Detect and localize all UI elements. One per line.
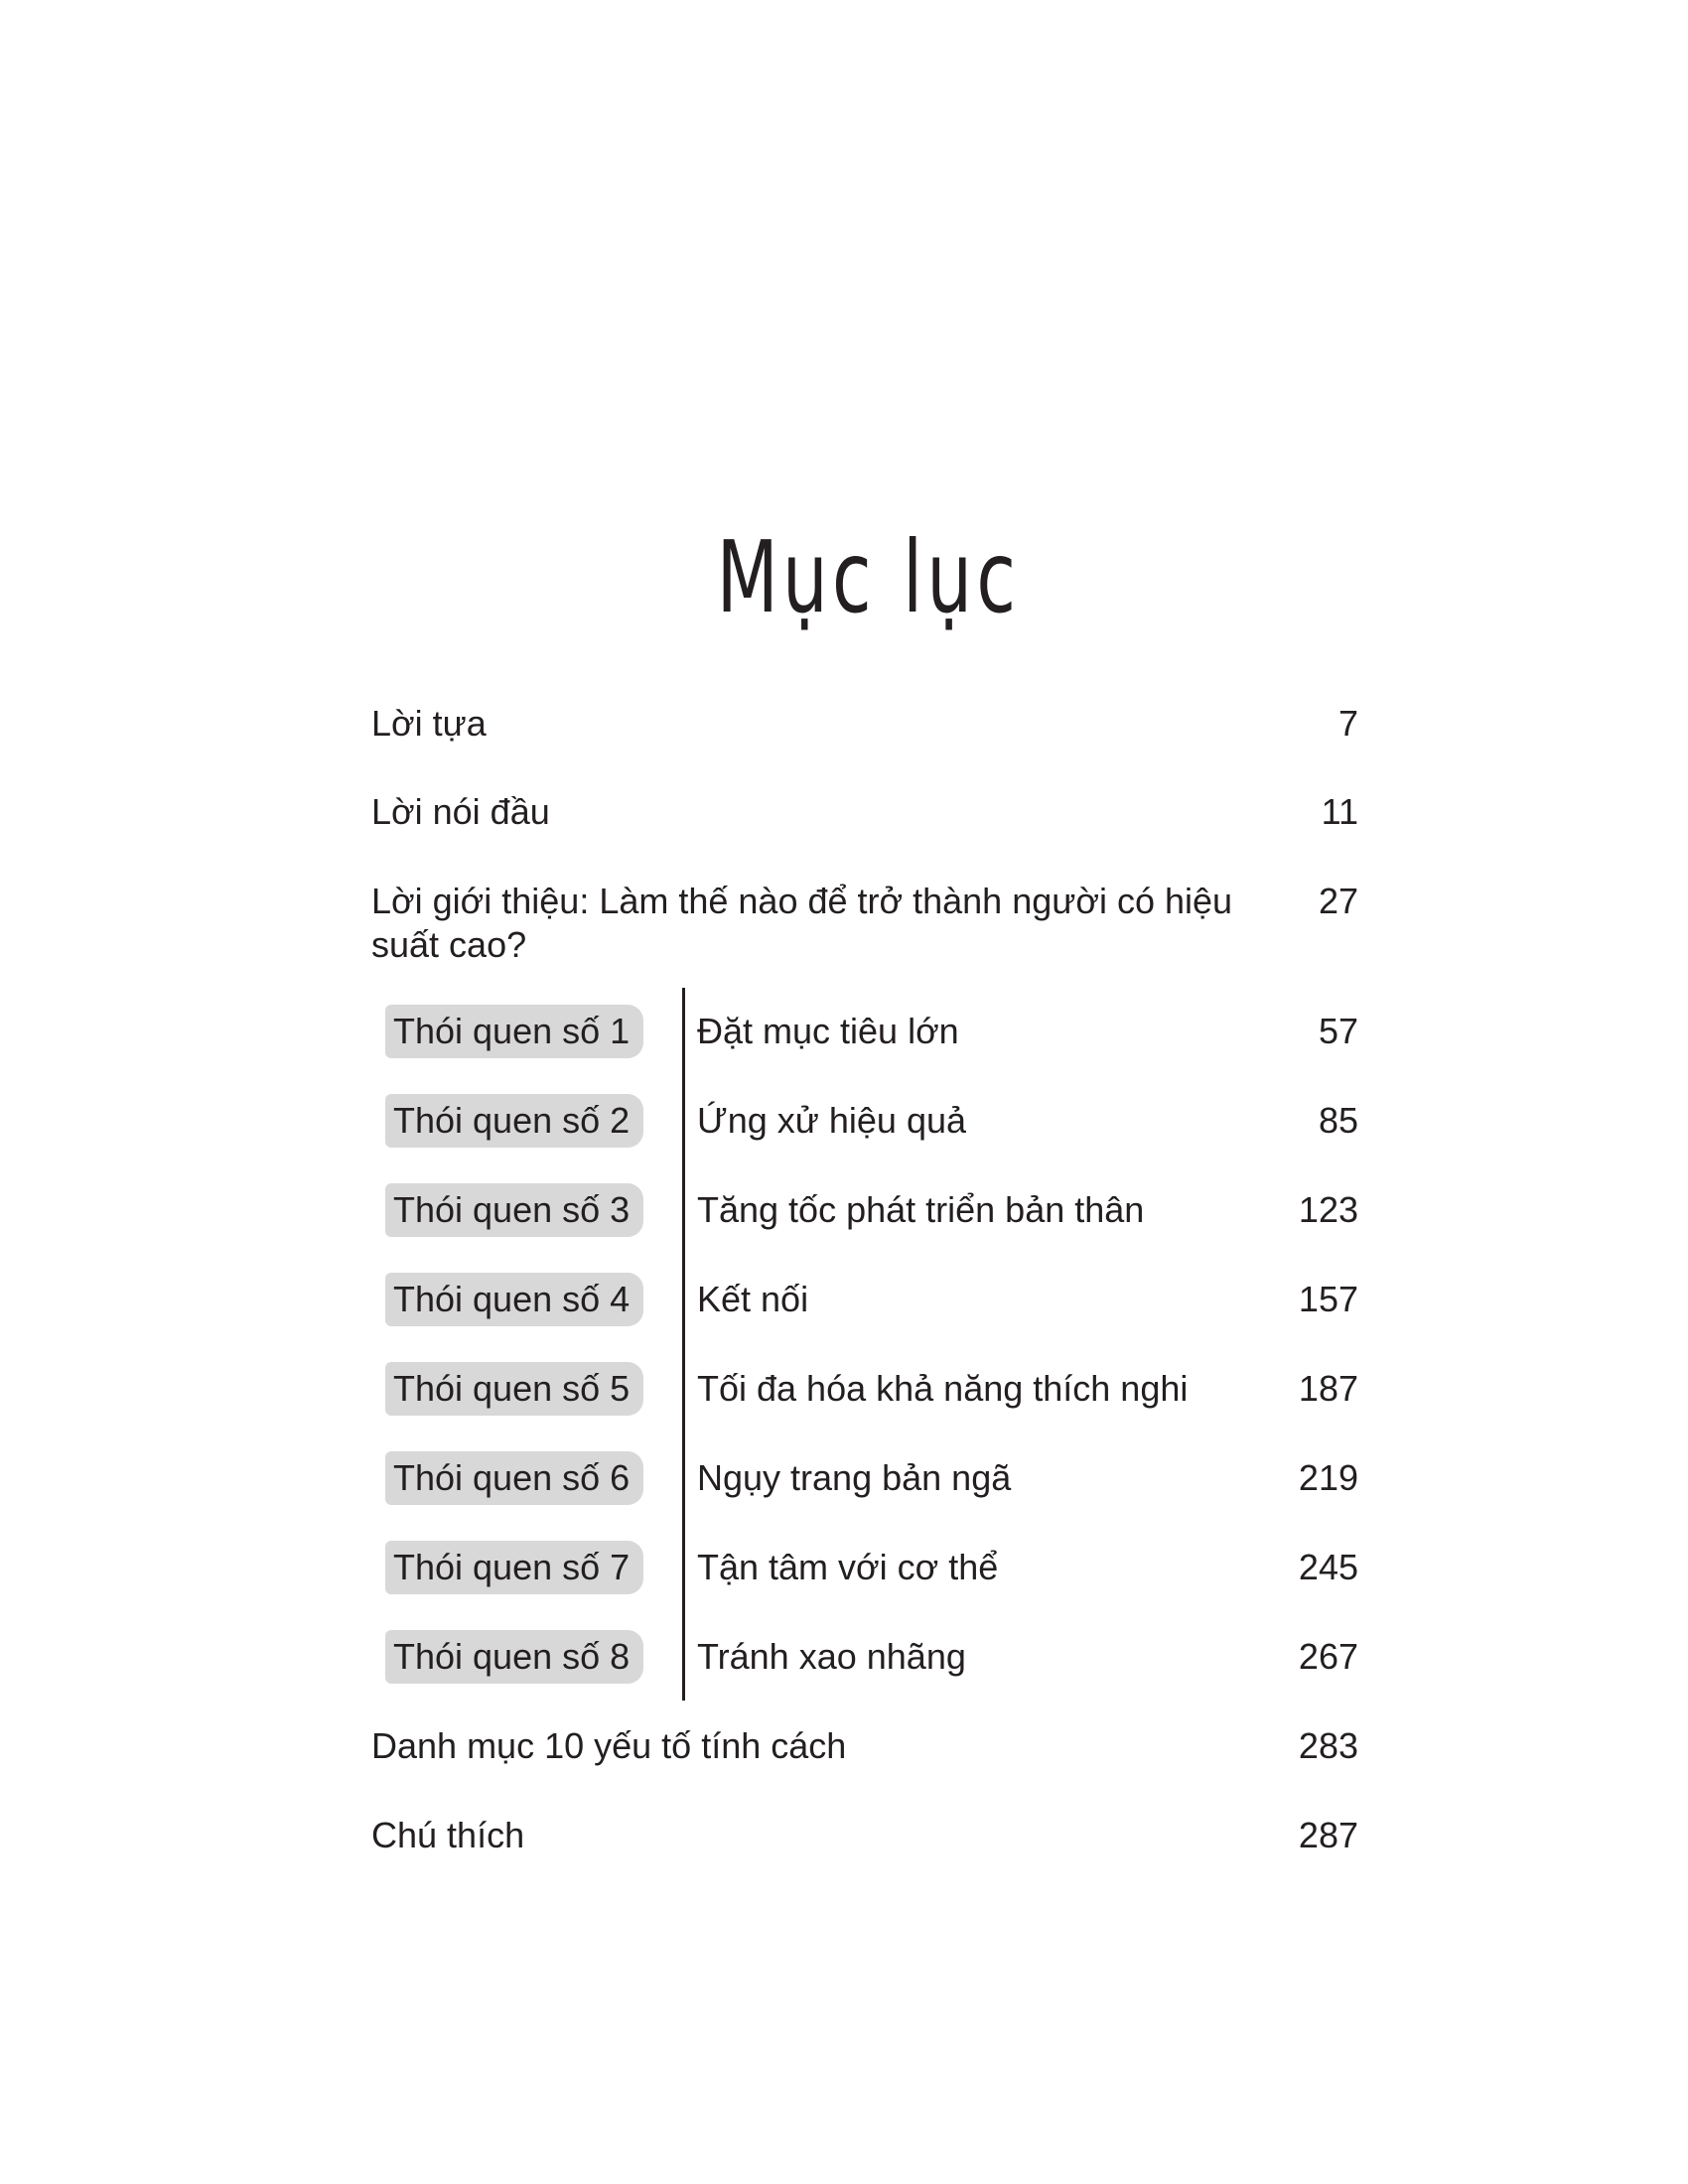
toc-habit-8[interactable] xyxy=(371,1630,1358,1686)
toc-entry-page: 287 xyxy=(1298,1815,1358,1855)
habit-tag: Thói quen số 3 xyxy=(385,1183,643,1237)
toc-habit-4[interactable] xyxy=(371,1273,1358,1328)
toc-habit-5[interactable] xyxy=(371,1362,1358,1418)
habit-tag: Thói quen số 4 xyxy=(385,1273,643,1326)
habit-title: Ứng xử hiệu quả xyxy=(697,1100,967,1141)
habit-page: 85 xyxy=(1318,1100,1358,1141)
habit-page: 57 xyxy=(1318,1011,1358,1051)
toc-habit-6[interactable] xyxy=(371,1451,1358,1507)
toc-entry-label: Chú thích xyxy=(371,1815,525,1855)
toc-entry-label: Lời giới thiệu: Làm thế nào để trở thành người có hiệu suất cao? xyxy=(371,881,1233,965)
habit-tag: Thói quen số 2 xyxy=(385,1094,643,1148)
habit-tag: Thói quen số 7 xyxy=(385,1541,643,1594)
habit-title: Tăng tốc phát triển bản thân xyxy=(697,1189,1145,1230)
toc-entry-label: Lời nói đầu xyxy=(371,791,550,832)
habit-title: Kết nối xyxy=(697,1279,809,1319)
toc-entry-label: Lời tựa xyxy=(371,703,487,744)
habit-title: Tránh xao nhãng xyxy=(697,1636,966,1677)
habit-title: Tối đa hóa khả năng thích nghi xyxy=(697,1368,1189,1409)
habit-tag: Thói quen số 6 xyxy=(385,1451,643,1505)
toc-entry-label: Danh mục 10 yếu tố tính cách xyxy=(371,1725,847,1766)
habit-title: Tận tâm với cơ thể xyxy=(697,1547,999,1587)
habit-page: 267 xyxy=(1298,1636,1358,1677)
habit-title: Đặt mục tiêu lớn xyxy=(697,1011,959,1051)
page-title: Mục lục xyxy=(716,519,1021,635)
habit-tag: Thói quen số 8 xyxy=(385,1630,643,1684)
toc-habit-7[interactable] xyxy=(371,1541,1358,1596)
toc-habit-1[interactable] xyxy=(371,1005,1358,1060)
habit-page: 219 xyxy=(1298,1457,1358,1498)
habit-title: Ngụy trang bản ngã xyxy=(697,1457,1012,1498)
habit-page: 187 xyxy=(1298,1368,1358,1409)
toc-entry-page: 11 xyxy=(1321,791,1358,832)
toc-habit-2[interactable] xyxy=(371,1094,1358,1150)
habit-tag: Thói quen số 5 xyxy=(385,1362,643,1416)
toc-entry-page: 283 xyxy=(1298,1725,1358,1766)
toc-habit-3[interactable] xyxy=(371,1183,1358,1239)
habit-tag: Thói quen số 1 xyxy=(385,1005,643,1058)
habit-page: 157 xyxy=(1298,1279,1358,1319)
toc-entry-page: 27 xyxy=(1318,881,1358,921)
toc-entry-page: 7 xyxy=(1337,703,1358,744)
habit-page: 123 xyxy=(1298,1189,1358,1230)
habit-page: 245 xyxy=(1298,1547,1358,1587)
